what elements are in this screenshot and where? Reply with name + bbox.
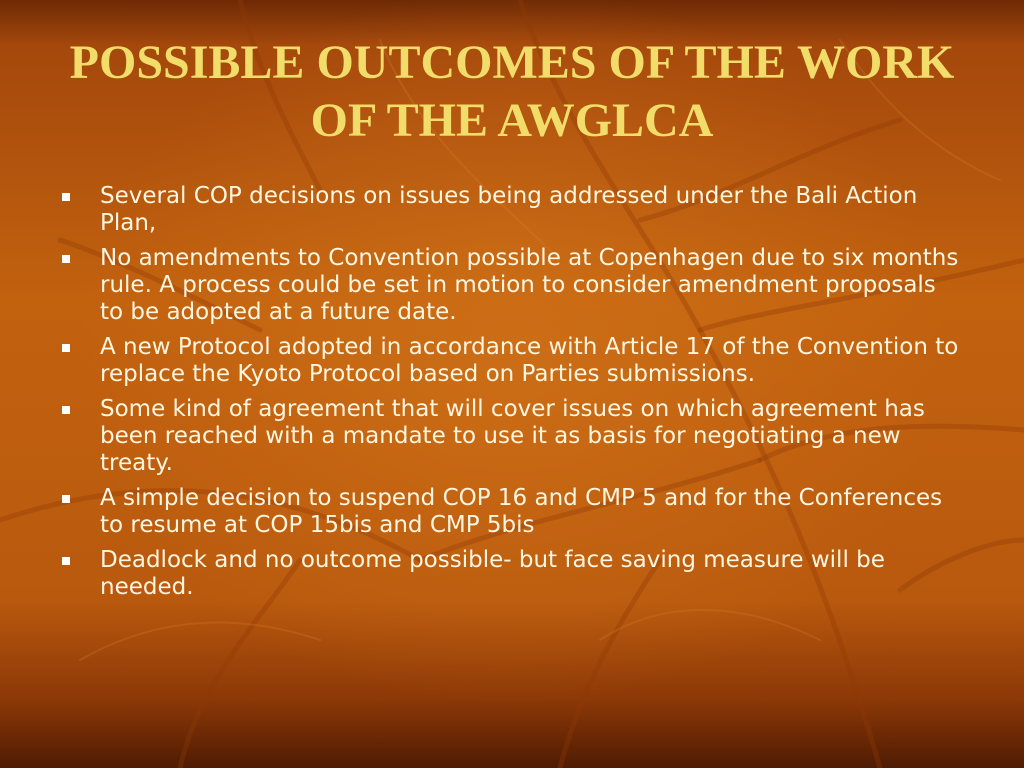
list-item [62, 334, 962, 388]
slide-title: POSSIBLE OUTCOMES OF THE WORK OF THE AWGLCA [69, 36, 955, 147]
square-bullet-icon [62, 406, 70, 414]
list-item [62, 245, 962, 326]
bullet-text: Some kind of agreement that will cover issues on which agreement has been reached with a mandate to use it as basis for negotiating a new treaty. [100, 396, 925, 476]
list-item [62, 183, 962, 237]
bullet-text: No amendments to Convention possible at Copenhagen due to six months rule. A process could be set in motion to consider amendment proposals to be adopted at a future date. [100, 245, 959, 325]
list-item [62, 485, 962, 539]
square-bullet-icon [62, 255, 70, 263]
bullet-list [62, 183, 962, 609]
bullet-text: A new Protocol adopted in accordance with Article 17 of the Convention to replace the Kyoto Protocol based on Parties submissions. [100, 334, 959, 387]
square-bullet-icon [62, 193, 70, 201]
list-item [62, 547, 962, 601]
square-bullet-icon [62, 344, 70, 352]
bullet-text: Deadlock and no outcome possible- but face saving measure will be needed. [100, 547, 885, 600]
square-bullet-icon [62, 495, 70, 503]
square-bullet-icon [62, 557, 70, 565]
bullet-text: A simple decision to suspend COP 16 and CMP 5 and for the Conferences to resume at COP 15bis and CMP 5bis [100, 485, 943, 538]
list-item [62, 396, 962, 477]
bullet-text: Several COP decisions on issues being addressed under the Bali Action Plan, [100, 183, 918, 236]
